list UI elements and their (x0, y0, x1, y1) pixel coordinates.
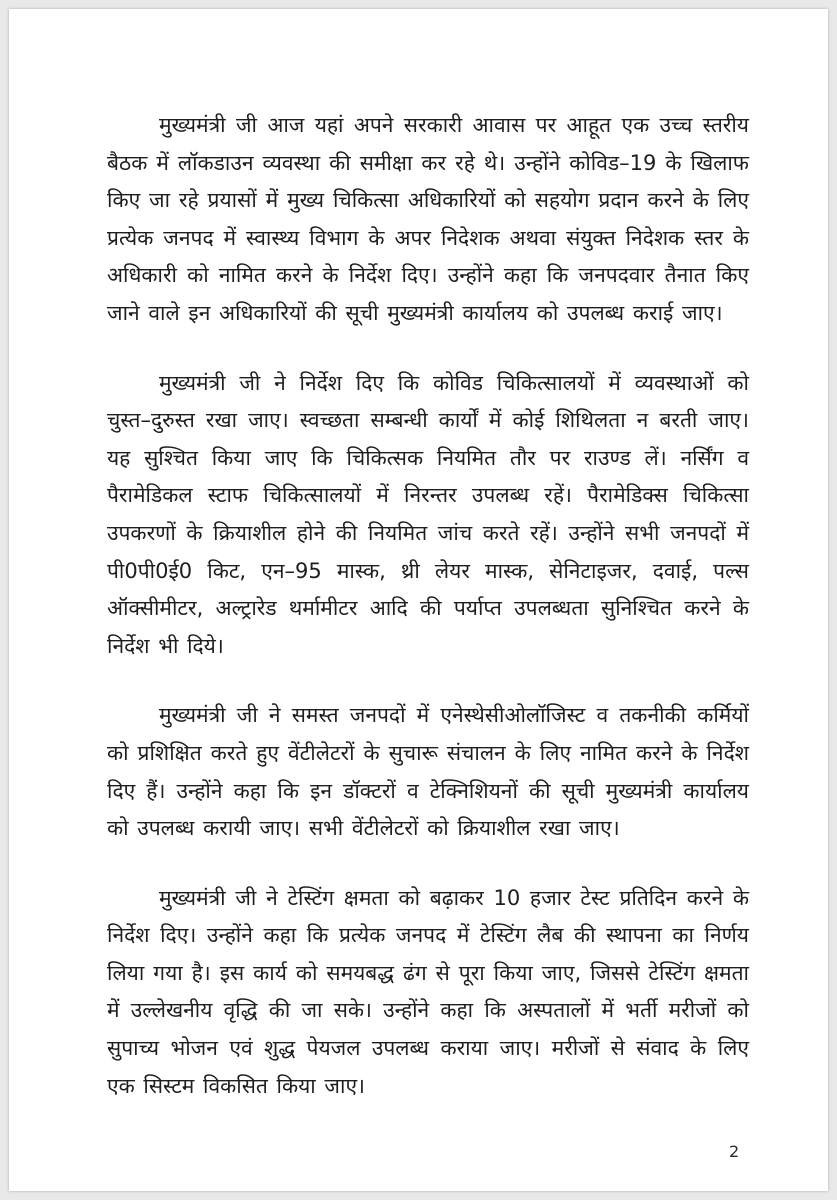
paragraph-4: मुख्यमंत्री जी ने टेस्टिंग क्षमता को बढ़ाकर 10 हजार टेस्ट प्रतिदिन करने के निर्देश दिए। उन्होंने कहा कि प्रत्येक जनपद में टेस्टिंग लैब की स्थापना का निर्णय लिया गया है। इस कार्य को समयबद्ध ढंग से पूरा किया जाए, जिससे टेस्टिंग क्षमता में उल्लेखनीय वृद्धि की जा सके। उन्होंने कहा कि अस्पतालों में भर्ती मरीजों को सुपाच्य भोजन एवं शुद्ध पेयजल उपलब्ध कराया जाए। मरीजों से संवाद के लिए एक सिस्टम विकसित किया जाए। (107, 885, 749, 1098)
paragraph-2: मुख्यमंत्री जी ने निर्देश दिए कि कोविड चिकित्सालयों में व्यवस्थाओं को चुस्त–दुरुस्त रखा जाए। स्वच्छता सम्बन्धी कार्यों में कोई शिथिलता न बरती जाए। यह सुश्चित किया जाए कि चिकित्सक नियमित तौर पर राउण्ड लें। नर्सिंग व पैरामेडिकल स्टाफ चिकित्सालयों में निरन्तर उपलब्ध रहें। पैरामेडिक्स चिकित्सा उपकरणों के क्रियाशील होने की नियमित जांच करते रहें। उन्होंने सभी जनपदों में पी0पी0ई0 किट, एन–95 मास्क, थ्री लेयर मास्क, सेनिटाइजर, दवाई, पल्स ऑक्सीमीटर, अल्ट्रारेड थर्मामीटर आदि की पर्याप्त उपलब्धता सुनिश्चित करने के निर्देश भी दिये। (107, 370, 749, 658)
document-page (9, 9, 828, 1191)
document-body (107, 107, 749, 1137)
paragraph-1: मुख्यमंत्री जी आज यहां अपने सरकारी आवास पर आहूत एक उच्च स्तरीय बैठक में लॉकडाउन व्यवस्था की समीक्षा कर रहे थे। उन्होंने कोविड–19 के खिलाफ किए जा रहे प्रयासों में मुख्य चिकित्सा अधिकारियों को सहयोग प्रदान करने के लिए प्रत्येक जनपद में स्वास्थ्य विभाग के अपर निदेशक अथवा संयुक्त निदेशक स्तर के अधिकारी को नामित करने के निर्देश दिए। उन्होंने कहा कि जनपदवार तैनात किए जाने वाले इन अधिकारियों की सूची मुख्यमंत्री कार्यालय को उपलब्ध कराई जाए। (107, 113, 749, 325)
page-number: 2 (729, 1142, 740, 1161)
paragraph-3: मुख्यमंत्री जी ने समस्त जनपदों में एनेस्थेसीओलॉजिस्ट व तकनीकी कर्मियों को प्रशिक्षित करते हुए वेंटीलेटरों के सुचारू संचालन के लिए नामित करने के निर्देश दिए हैं। उन्होंने कहा कि इन डॉक्टरों व टेक्निशियनों की सूची मुख्यमंत्री कार्यालय को उपलब्ध करायी जाए। सभी वेंटीलेटरों को क्रियाशील रखा जाए। (107, 703, 749, 841)
